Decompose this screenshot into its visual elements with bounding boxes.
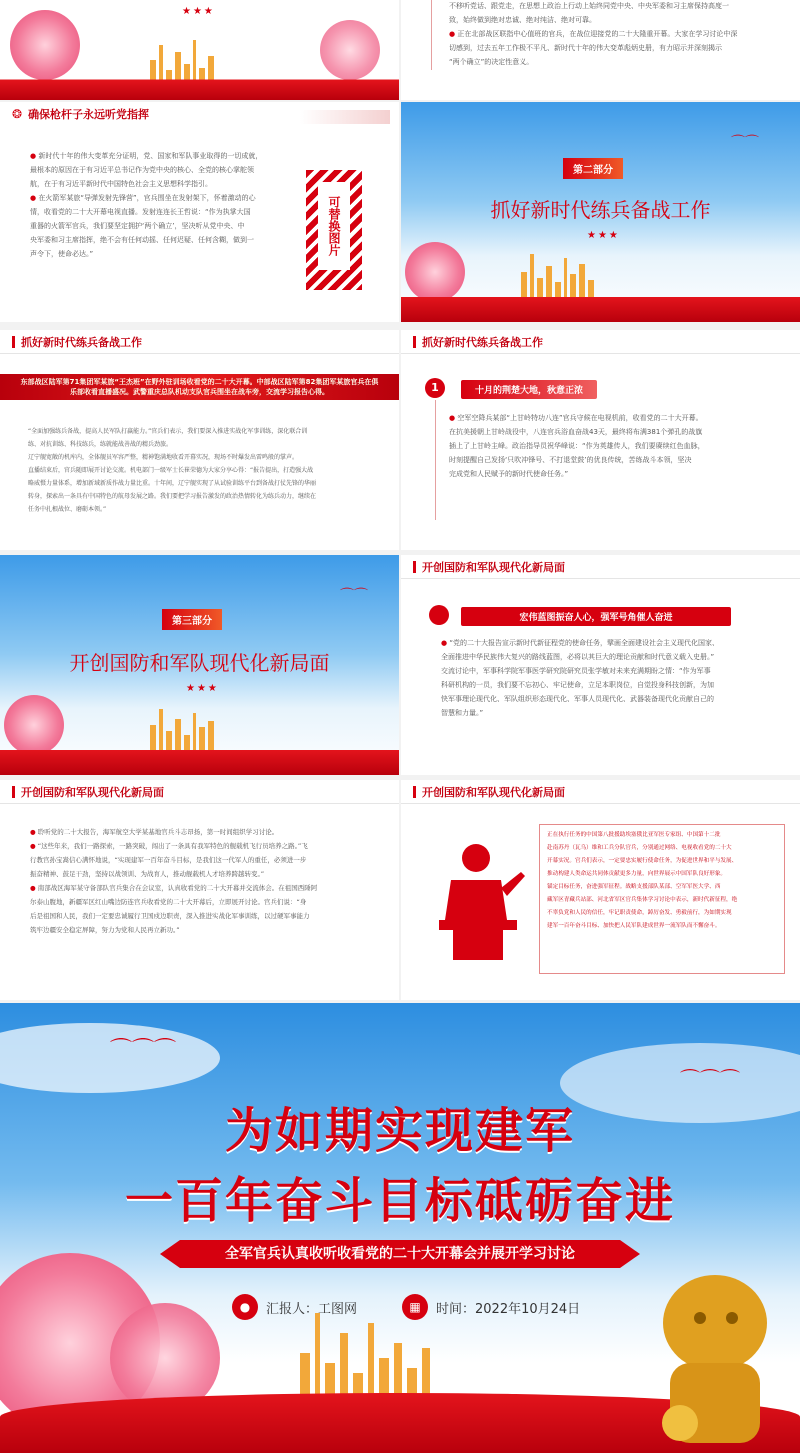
golden-lion-icon bbox=[640, 1263, 790, 1453]
text-line: 空军空降兵某部“上甘岭特功八连”官兵守候在电视机前，收看党的二十大开幕。 bbox=[457, 414, 703, 422]
section-number: 1 bbox=[425, 378, 445, 398]
image-placeholder[interactable] bbox=[306, 170, 362, 290]
bird-icon: ⌒⌒ bbox=[340, 588, 368, 604]
text-line: 锚定目标任务，奋进强军征程。战略支援部队某部、空军军医大学、西 bbox=[547, 884, 721, 890]
slide-header bbox=[401, 330, 800, 354]
text-line: “两个确立”的决定性意义。 bbox=[449, 58, 534, 66]
timeline-line bbox=[431, 0, 432, 70]
slide-header bbox=[401, 555, 800, 579]
cover-subtitle-banner bbox=[160, 1237, 640, 1271]
text-line: 建军一百年奋斗目标、加快把人民军队建成世界一流军队而不懈奋斗。 bbox=[547, 923, 721, 929]
slide-title: 抓好新时代练兵备战工作 bbox=[422, 335, 543, 349]
slide-1 bbox=[0, 0, 399, 100]
slide-8-text bbox=[30, 826, 390, 938]
text-line: 转身，探索出一条具有中国特色的航母发展之路。我们要把学习报告激发的政治热情转化为练兵动力，继续在 bbox=[28, 493, 317, 500]
part-badge: 第二部分 bbox=[563, 158, 623, 179]
text-line: 央军委和习主席指挥，绝不会有任何动摇、任何迟疑、任何含糊，做到一 bbox=[30, 236, 254, 244]
stars-icon: ★★★ bbox=[587, 230, 620, 241]
text-line: 全面推进中华民族伟大复兴的路线蓝图，必将以其巨大的理论贡献和时代意义载入史册。” bbox=[441, 653, 715, 661]
slide-5-text bbox=[449, 412, 789, 482]
bullet-icon: ● bbox=[30, 828, 36, 836]
bird-icon: ⌒⌒⌒ bbox=[110, 1038, 177, 1063]
slide-9-text bbox=[547, 830, 781, 934]
text-line: 在抗美援朝上甘岭战役中，八连官兵浴血奋战43天，最终将布满381个弹孔的战旗 bbox=[449, 428, 703, 436]
section-dot-icon bbox=[429, 605, 449, 625]
slide-2-text bbox=[30, 150, 290, 262]
slide-7 bbox=[401, 555, 800, 775]
text-line: 切感到，过去五年工作极不平凡、新时代十年的伟大变革彪炳史册，有力昭示并深刻揭示 bbox=[449, 44, 722, 52]
bullet-icon: ● bbox=[449, 414, 456, 422]
date-info bbox=[402, 1294, 580, 1320]
timeline-line bbox=[435, 400, 436, 520]
text-line: 练、对抗训练、科技练兵，练就能战善战的精兵劲旅。 bbox=[28, 441, 173, 448]
text-line: 行教官孙宝嵩信心满怀地说，“实现建军一百年奋斗目标，是我们这一代军人的重任，必须进一步 bbox=[30, 856, 307, 864]
slide-8 bbox=[0, 780, 399, 1000]
red-wave-footer bbox=[0, 739, 399, 775]
slide-3 bbox=[401, 102, 800, 322]
text-line: 快军事理论现代化、军队组织形态现代化、军事人员现代化、武器装备现代化贡献自己的 bbox=[441, 695, 714, 703]
text-line: 重器的火箭军官兵，我们要坚定拥护‘两个确立’，坚决听从党中央、中 bbox=[30, 222, 245, 230]
bird-icon: ⌒⌒ bbox=[731, 135, 759, 151]
slide-1-right bbox=[401, 0, 800, 100]
text-line: 振奋精神、鼓足干劲，坚持以战领训、为战育人，推动舰载机人才培养跨越转变。” bbox=[30, 870, 265, 878]
text-line: 最根本的原因在于有习近平总书记作为党中央的核心、全党的核心掌舵领 bbox=[30, 166, 254, 174]
section-pill: 宏伟蓝图振奋人心，强军号角催人奋进 bbox=[461, 607, 731, 626]
slide-2 bbox=[0, 102, 399, 322]
text-line: 正在北部战区联指中心值班的官兵，在战位迎接党的二十大隆重开幕。大家在学习讨论中深 bbox=[457, 30, 738, 38]
text-line: 完成党和人民赋予的新时代使命任务。” bbox=[449, 470, 569, 478]
great-wall-decoration bbox=[300, 110, 390, 124]
text-line: 情，收看党的二十大开幕电视直播。发射连连长王哲说：“作为执掌大国 bbox=[30, 208, 251, 216]
bullet-icon: ● bbox=[441, 639, 448, 647]
bullet-icon: ● bbox=[30, 152, 37, 160]
text-line: 后是祖国和人民，我们一定要忠诚履行卫国戍边职责，深入推进实战化军事训练，以过硬军事能力 bbox=[30, 912, 310, 920]
text-line: 赴南苏丹（瓦乌）维和工兵分队官兵，分别通过网络、电视收看党的二十大 bbox=[547, 845, 732, 851]
reporter-text: 汇报人：工图网 bbox=[266, 1301, 358, 1317]
text-line: 藏军区青藏兵站部、河北省军区官兵集体学习讨论中表示，新时代新征程，绝 bbox=[547, 897, 738, 903]
text-line: “党的二十大报告宣示新时代新征程党的使命任务，擘画全面建设社会主义现代化国家、 bbox=[449, 639, 719, 647]
header-bar-icon bbox=[413, 561, 416, 573]
speaker-podium-icon bbox=[431, 840, 531, 960]
header-bar-icon bbox=[12, 336, 15, 348]
red-wave-footer bbox=[0, 66, 399, 100]
text-line: 时刻提醒自己发扬‘只吹冲锋号、不打退堂鼓’的优良传统，苦练战斗本领，坚决 bbox=[449, 456, 692, 464]
slide-5 bbox=[401, 330, 800, 550]
text-line: 聆听党的二十大报告，海军航空大学某基地官兵斗志昂扬，第一时间组织学习讨论。 bbox=[37, 828, 279, 836]
reporter-info bbox=[232, 1294, 357, 1320]
slide-header bbox=[0, 330, 399, 354]
text-line: 声令下，使命必达。” bbox=[30, 250, 94, 258]
text-line: 尔泰山腹地，新疆军区红山嘴边防连官兵收看党的二十大开幕后，立即展开讨论。官兵们说：“身 bbox=[30, 898, 307, 906]
text-line: 航，在于有习近平新时代中国特色社会主义思想科学指引。 bbox=[30, 180, 212, 188]
text-line: 科研机构的一员，我们要不忘初心、牢记使命，立足本职岗位，自觉投身科技创新，为加 bbox=[441, 681, 714, 689]
text-line: 在火箭军某旅“导弹发射先锋营”，官兵围坐在发射架下，怀着激动的心 bbox=[38, 194, 256, 202]
text-line: 筑牢边疆安全稳定屏障，努力为党和人民再立新功。” bbox=[30, 926, 180, 934]
date-text: 时间：2022年10月24日 bbox=[436, 1301, 581, 1317]
text-line: 致，始终做到绝对忠诚、绝对纯洁、绝对可靠。 bbox=[449, 16, 596, 24]
slide-6 bbox=[0, 555, 399, 775]
text-line: “这些年来，我们一路探索，一路突破，闯出了一条具有我军特色的舰载机飞行员培养之路。”飞 bbox=[37, 842, 308, 850]
text-line: 任务中扎根战位、磨砺本领。” bbox=[28, 506, 107, 513]
text-line: 交流讨论中，军事科学院军事医学研究院研究员张学敏对未来充满期盼之情：“作为军事 bbox=[441, 667, 711, 675]
slide-title: 开创国防和军队现代化新局面 bbox=[422, 785, 565, 799]
red-summary-banner: 东部战区陆军第71集团军某旅“王杰班”在野外驻训场收看党的二十大开幕。中部战区陆军第82集团军某旅官兵在俱乐部收看直播盛况。武警重庆总队机动支队官兵围坐在战车旁，交流学习报告心得。 bbox=[0, 374, 399, 400]
bullet-icon: ● bbox=[30, 194, 37, 202]
user-icon: ● bbox=[232, 1294, 258, 1320]
bullet-icon: ● bbox=[449, 30, 456, 38]
text-line: 新时代十年的伟大变革充分证明，党、国家和军队事业取得的一切成就， bbox=[38, 152, 263, 160]
slide-4-text bbox=[28, 426, 378, 517]
slide-title: 开创国防和军队现代化新局面 bbox=[21, 785, 164, 799]
part-title: 抓好新时代练兵备战工作 bbox=[490, 198, 711, 222]
bullet-icon: ● bbox=[30, 884, 36, 892]
cover-subtitle: 全军官兵认真收听收看党的二十大开幕会并展开学习讨论 bbox=[225, 1246, 575, 1262]
text-line: 辽宁舰宽敞的机库内，全体舰员军容严整，精神饱满地收看开幕实况，现场不时爆发出雷鸣般的掌声。 bbox=[28, 454, 299, 461]
cover-title-line-1: 为如期实现建军 bbox=[224, 1103, 575, 1159]
text-line: 插上了上甘岭主峰。政治指导员祝华峰说：“作为英雄传人，我们要赓续红色血脉， bbox=[449, 442, 705, 450]
text-line: “全面加强练兵备战，提高人民军队打赢能力。”官兵们表示，我们要深入推进实战化军事训练，深化联合训 bbox=[28, 428, 308, 435]
part-title: 开创国防和军队现代化新局面 bbox=[69, 651, 330, 675]
slide-9 bbox=[401, 780, 800, 1000]
slide-title: 抓好新时代练兵备战工作 bbox=[21, 335, 142, 349]
text-line: 推动构建人类命运共同体贡献更多力量，向世界展示中国军队良好形象。 bbox=[547, 871, 727, 877]
text-line: 直播结束后，官兵随即展开讨论交流。机电部门一级军士长崔荣德为大家分享心得：“报告提出，打造强大战 bbox=[28, 467, 314, 474]
header-bar-icon bbox=[413, 336, 416, 348]
slide-header bbox=[0, 780, 399, 804]
image-placeholder-label: 可替换图片 bbox=[318, 182, 350, 270]
red-wave-footer bbox=[401, 286, 800, 322]
text-line: 智慧和力量。” bbox=[441, 709, 484, 717]
bird-icon: ⌒⌒⌒ bbox=[680, 1067, 740, 1091]
bullet-icon: ● bbox=[30, 842, 36, 850]
header-bar-icon bbox=[413, 786, 416, 798]
text-line: 南部战区海军某守备部队官兵集合在会议室，认真收看党的二十大开幕并交流体会。在祖国西陲阿 bbox=[37, 884, 318, 892]
cover-title-line-2: 一百年奋斗目标砥砺奋进 bbox=[124, 1173, 675, 1229]
header-bar-icon bbox=[12, 786, 15, 798]
stars-icon: ★★★ bbox=[186, 683, 219, 694]
calendar-icon: ▦ bbox=[402, 1294, 428, 1320]
swirl-icon: ❂ bbox=[12, 107, 23, 121]
slide-1-text bbox=[449, 0, 789, 70]
slide-title: 确保枪杆子永远听党指挥 bbox=[28, 108, 150, 121]
slide-4 bbox=[0, 330, 399, 550]
text-line: 正在执行任务的中国第八批援助埃塞俄比亚军医专家组、中国第十二批 bbox=[547, 832, 721, 838]
city-skyline bbox=[300, 1313, 430, 1403]
slide-title: 开创国防和军队现代化新局面 bbox=[422, 560, 565, 574]
slide-header bbox=[401, 780, 800, 804]
text-line: 不辜负党和人民的信任，牢记职责使命，踔厉奋发、勇毅前行，为如期实现 bbox=[547, 910, 732, 916]
part-badge: 第三部分 bbox=[162, 609, 222, 630]
section-pill: 十月的荆楚大地，秋意正浓 bbox=[461, 380, 597, 399]
slide-7-text bbox=[441, 637, 791, 721]
text-line: 不移听党话、跟党走，在思想上政治上行动上始终同党中央、中央军委和习主席保持高度一 bbox=[449, 2, 729, 10]
text-line: 开幕实况。官兵们表示，一定要忠实履行使命任务，为促进世界和平与发展、 bbox=[547, 858, 738, 864]
text-line: 略威慑力量体系，增加新域新质作战力量比重。十年间，辽宁舰实现了从试验训练平台到备战打仗先锋的华丽 bbox=[28, 480, 317, 487]
stars-icon: ★★★ bbox=[182, 6, 215, 17]
